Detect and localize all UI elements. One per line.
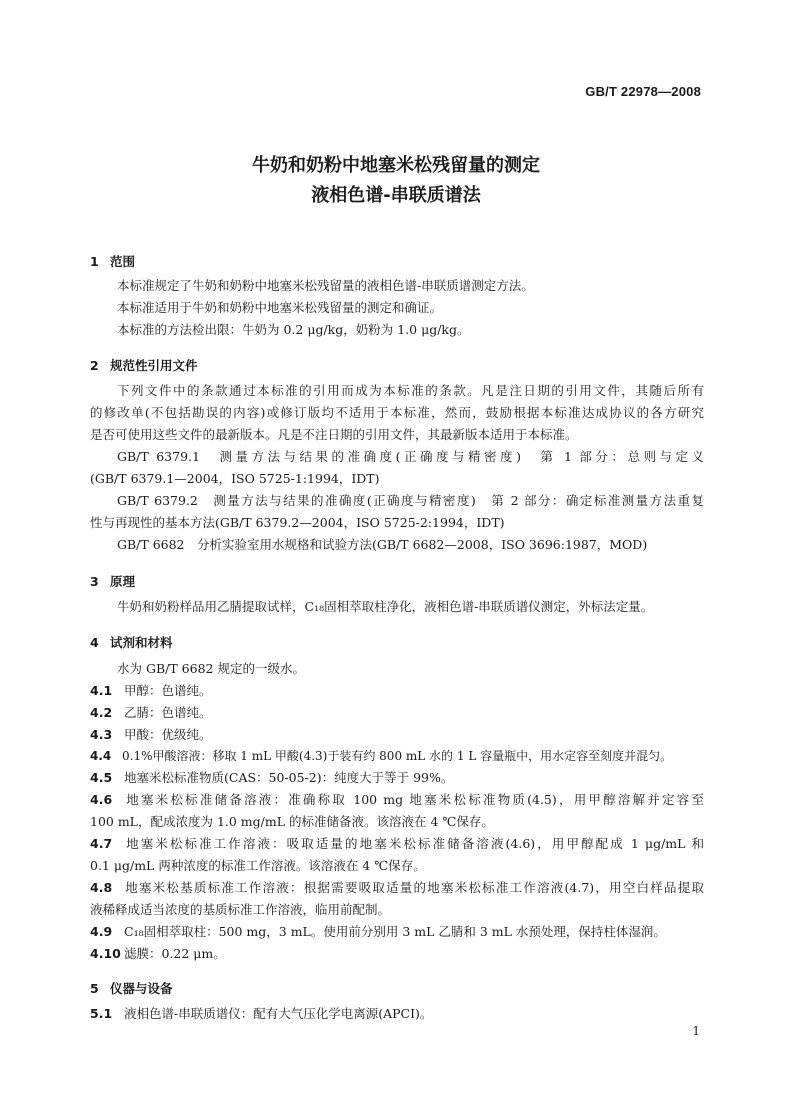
reference-item: (GB/T 6379.1—2004，ISO 5725-1:1994，IDT) <box>90 471 380 486</box>
list-item: 4.6 地塞米松标准储备溶液：准确称取 100 mg 地塞米松标准物质(4.5)，用甲醇溶解并定容至 <box>90 792 704 807</box>
standard-code: GB/T 22978—2008 <box>585 84 701 99</box>
reference-item: GB/T 6379.2 测量方法与结果的准确度(正确度与精密度) 第 2 部分：确定标准测量方法重复 <box>117 493 704 508</box>
list-item: 4.1 甲醇：色谱纯。 <box>90 683 212 698</box>
section-heading-principle: 3 原理 <box>90 574 136 589</box>
section-heading-scope: 1 范围 <box>90 254 136 269</box>
list-item: 5.1 液相色谱-串联质谱仪：配有大气压化学电离源(APCI)。 <box>90 1006 433 1021</box>
section-heading-instruments: 5 仪器与设备 <box>90 981 173 996</box>
list-item: 4.2 乙腈：色谱纯。 <box>90 705 212 720</box>
reference-item: GB/T 6682 分析实验室用水规格和试验方法(GB/T 6682—2008，ISO 3696:1987，MOD) <box>117 537 648 552</box>
list-item: 4.4 0.1%甲酸溶液：移取 1 mL 甲酸(4.3)于装有约 800 mL 水的 1 L 容量瓶中，用水定容至刻度并混匀。 <box>90 749 673 763</box>
list-item-continuation: 0.1 μg/mL 两种浓度的标准工作溶液。该溶液在 4 ℃保存。 <box>90 858 426 873</box>
paragraph: 下列文件中的条款通过本标准的引用而成为本标准的条款。凡是注日期的引用文件，其随后所有 <box>117 383 704 398</box>
list-item: 4.10 滤膜：0.22 μm。 <box>90 946 226 961</box>
section-heading-references: 2 规范性引用文件 <box>90 358 198 373</box>
section-heading-reagents: 4 试剂和材料 <box>90 635 173 650</box>
list-item-continuation: 100 mL，配成浓度为 1.0 mg/mL 的标准储备液。该溶液在 4 ℃保存。 <box>90 814 494 829</box>
page-number: 1 <box>692 1024 700 1038</box>
paragraph: 水为 GB/T 6682 规定的一级水。 <box>117 661 305 676</box>
list-item: 4.8 地塞米松基质标准工作溶液：根据需要吸取适量的地塞米松标准工作溶液(4.7)，用空白样品提取 <box>90 880 704 895</box>
paragraph: 本标准的方法检出限：牛奶为 0.2 μg/kg，奶粉为 1.0 μg/kg。 <box>117 322 470 337</box>
list-item: 4.7 地塞米松标准工作溶液：吸取适量的地塞米松标准储备溶液(4.6)，用甲醇配成 1 μg/mL 和 <box>90 836 704 851</box>
paragraph: 是否可使用这些文件的最新版本。凡是不注日期的引用文件，其最新版本适用于本标准。 <box>90 427 578 442</box>
page-title: 牛奶和奶粉中地塞米松残留量的测定 <box>252 155 540 176</box>
paragraph: 本标准规定了牛奶和奶粉中地塞米松残留量的液相色谱-串联质谱测定方法。 <box>117 278 534 293</box>
reference-item: 性与再现性的基本方法(GB/T 6379.2—2004，ISO 5725-2:1994，IDT) <box>90 515 505 530</box>
list-item: 4.3 甲酸：优级纯。 <box>90 727 212 742</box>
paragraph: 的修改单(不包括勘误的内容)或修订版均不适用于本标准，然而，鼓励根据本标准达成协议的各方研究 <box>90 405 704 420</box>
paragraph: 牛奶和奶粉样品用乙腈提取试样，C₁₈固相萃取柱净化，液相色谱-串联质谱仪测定，外标法定量。 <box>117 599 654 614</box>
paragraph: 本标准适用于牛奶和奶粉中地塞米松残留量的测定和确证。 <box>117 300 443 315</box>
page-subtitle: 液相色谱-串联质谱法 <box>311 185 481 206</box>
list-item-continuation: 液稀释成适当浓度的基质标准工作溶液，临用前配制。 <box>90 902 391 917</box>
list-item: 4.9 C₁₈固相萃取柱：500 mg，3 mL。使用前分别用 3 mL 乙腈和 3 mL 水预处理，保持柱体湿润。 <box>90 924 666 939</box>
reference-item: GB/T 6379.1 测量方法与结果的准确度(正确度与精密度) 第 1 部分：总则与定义 <box>117 449 704 464</box>
list-item: 4.5 地塞米松标准物质(CAS：50-05-2)：纯度大于等于 99%。 <box>90 770 454 785</box>
